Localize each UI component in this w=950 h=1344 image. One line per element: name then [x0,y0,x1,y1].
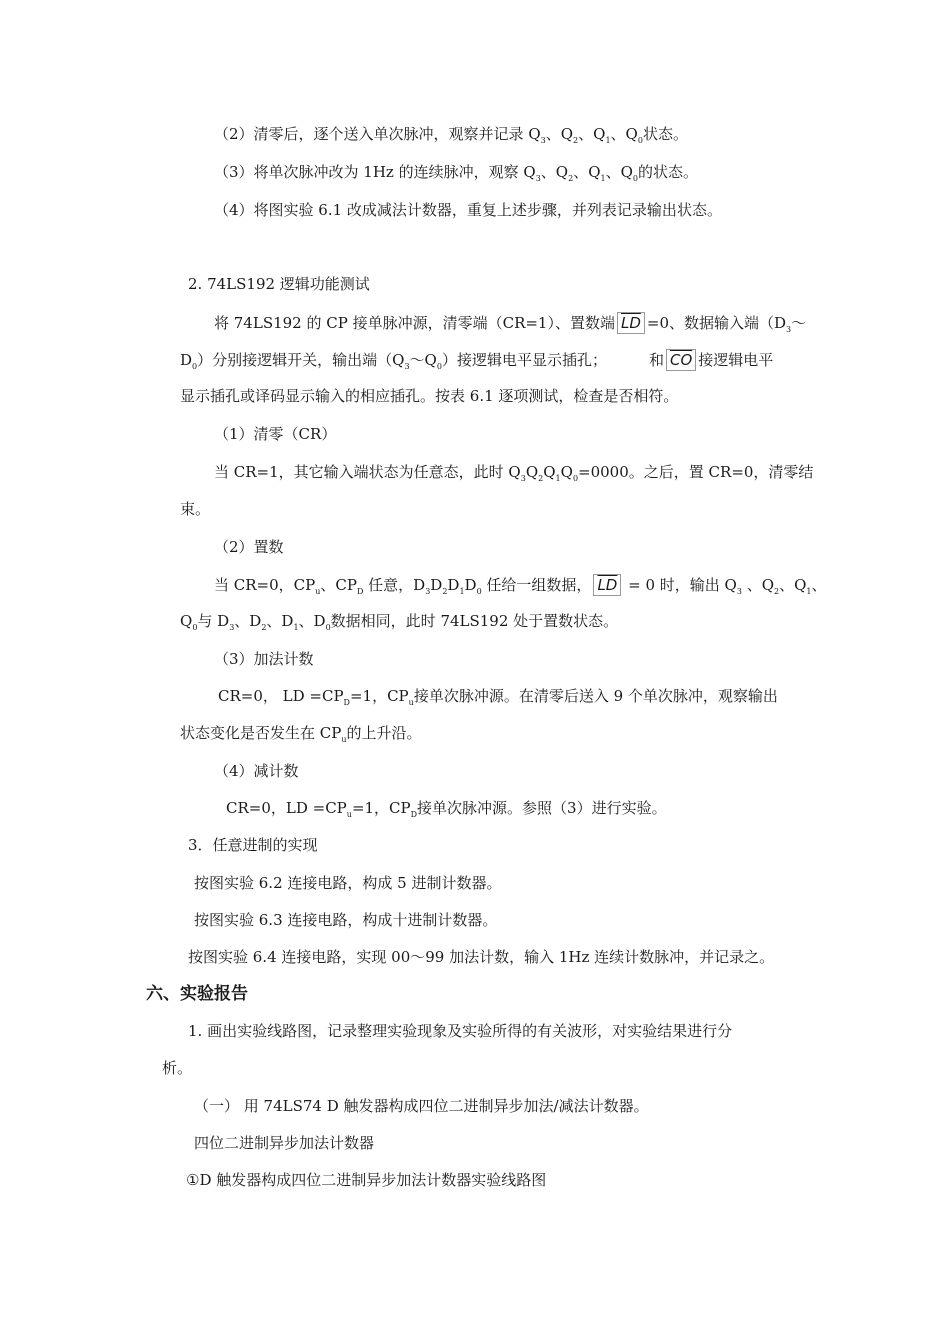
ld-overbar-box: $\overline{LD}$ [617,312,645,334]
s2-para-line-1: 将 74LS192 的 CP 接单脉冲源，清零端（CR=1）、置数端 $\overline{LD} =0$、数据输入端（$D_3\sim$ [214,314,807,334]
report-line-2: 析。 [162,1059,193,1077]
item-2-line-1: 当 CR=0，$CP_u$、$CP_D$ 任意，$D_3D_2D_1D_0$ 任给一组数据， $\overline{LD} = 0$ 时，输出 $Q_3$ 、$Q_2$、$Q_1$、 [214,576,827,596]
report-line-5: ①D 触发器构成四位二进制异步加法计数器实验线路图 [186,1171,547,1189]
item-1-title: （1）清零（CR） [214,425,337,443]
report-line-4: 四位二进制异步加法计数器 [194,1134,375,1152]
step-4-line: （4）将图实验 6.1 改成减法计数器，重复上述步骤，并列表记录输出状态。 [214,201,722,219]
section-3-title: 3．任意进制的实现 [188,836,318,854]
item-4-line-1: CR=0，LD $=CP_u=1$，$CP_D$接单次脉冲源。参照（3）进行实验。 [226,799,667,819]
item-1-line-2: 束。 [180,500,211,518]
heading-experiment-report: 六、实验报告 [146,984,248,1004]
item-2-title: （2）置数 [214,538,284,556]
step-3-line: （3）将单次脉冲改为 1Hz 的连续脉冲，观察 $Q_3$、$Q_2$、$Q_1$、$Q_0$的状态。 [214,163,699,183]
section-3-line-1: 按图实验 6.2 连接电路，构成 5 进制计数器。 [194,874,502,892]
item-3-line-2: 状态变化是否发生在 $CP_u$的上升沿。 [180,724,422,744]
ld-overbar-box-2: $\overline{LD}$ [593,574,621,596]
item-1-line-1: 当 CR=1，其它输入端状态为任意态，此时 $Q_3Q_2Q_1Q_0=0000$。之后，置 CR=0，清零结 [214,463,814,483]
section-2-title: 2. 74LS192 逻辑功能测试 [188,275,370,293]
report-line-3: （一） 用 74LS74 D 触发器构成四位二进制异步加法/减法计数器。 [194,1097,649,1115]
report-line-1: 1. 画出实验线路图，记录整理实验现象及实验所得的有关波形，对实验结果进行分 [188,1022,733,1040]
item-4-title: （4）减计数 [214,762,299,780]
s2-para-line-3: 显示插孔或译码显示输入的相应插孔。按表 6.1 逐项测试，检查是否相符。 [180,387,679,405]
section-3-line-2: 按图实验 6.3 连接电路，构成十进制计数器。 [194,911,498,929]
step-2-line: （2）清零后，逐个送入单次脉冲，观察并记录 $Q_3$、$Q_2$、$Q_1$、$Q_0$状态。 [214,125,688,145]
item-3-title: （3）加法计数 [214,650,314,668]
co-overbar-box: $\overline{CO}$ [666,349,696,371]
item-2-line-2: $Q_0$与 $D_3$、$D_2$、$D_1$、$D_0$数据相同，此时 74LS192 处于置数状态。 [180,612,619,632]
item-3-line-1: CR=0， LD $=CP_D=1$，$CP_u$接单次脉冲源。在清零后送入 9 个单次脉冲，观察输出 [218,687,778,707]
section-3-line-3: 按图实验 6.4 连接电路，实现 00～99 加法计数，输入 1Hz 连续计数脉冲，并记录之。 [188,948,775,966]
s2-para-line-2: $D_0$）分别接逻辑开关，输出端$(Q_3\sim Q_0)$接逻辑电平显示插孔； 和 $\overline{CO}$ 接逻辑电平 [180,351,774,371]
